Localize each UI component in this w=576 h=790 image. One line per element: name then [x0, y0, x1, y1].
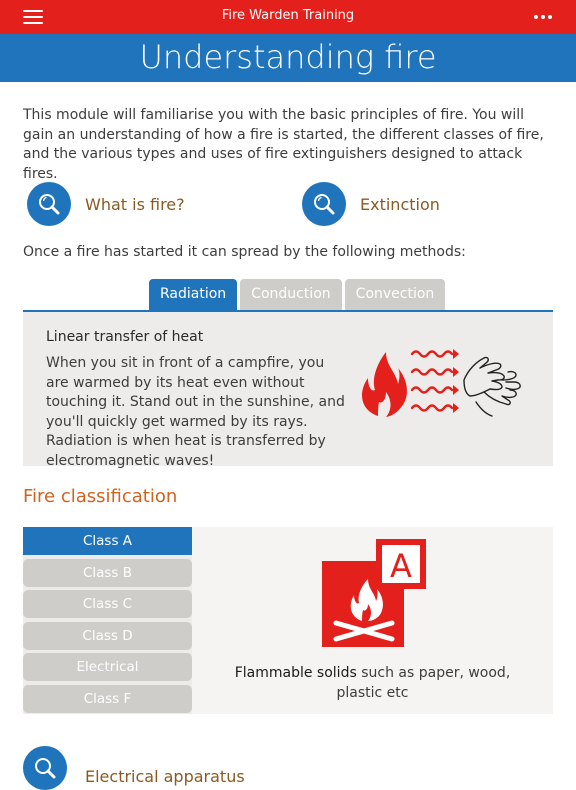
- intro-text: This module will familiarise you with the basic principles of fire. You will gain an understanding of how a fire is started, the different classes of fire, and the various types and uses of fire extinguishers designed to attack fires.: [23, 107, 544, 182]
- panel-text: When you sit in front of a campfire, you are warmed by its heat even without touching it. Stand out in the sunshine, and you'll quickly get warmed by its rays. Radiation is when heat is transferred by electromagnetic waves!: [46, 355, 345, 469]
- page-title: Understanding fire: [0, 34, 576, 82]
- class-description-rest: such as paper, wood, plastic etc: [336, 665, 511, 701]
- topic-label: What is fire?: [85, 194, 185, 214]
- tab-radiation[interactable]: Radiation: [149, 279, 237, 310]
- spread-method-tabs: [149, 279, 448, 310]
- class-sign-letter: A: [390, 547, 412, 585]
- more-options-icon[interactable]: [534, 15, 554, 19]
- class-item-d[interactable]: Class D: [23, 622, 192, 650]
- topic-extinction[interactable]: [302, 182, 440, 226]
- radiation-panel: [23, 310, 553, 469]
- fire-class-panel: [23, 527, 553, 714]
- class-item-electrical[interactable]: Electrical: [23, 653, 192, 681]
- class-detail: [192, 527, 553, 714]
- magnifier-icon: [302, 182, 346, 226]
- class-a-fire-sign-icon: [322, 539, 426, 647]
- topic-label: Extinction: [360, 194, 440, 214]
- class-description: [222, 664, 523, 703]
- tab-conduction[interactable]: Conduction: [240, 279, 342, 310]
- app-title: Fire Warden Training: [221, 8, 355, 23]
- panel-title: Linear transfer of heat: [46, 329, 204, 345]
- class-item-a[interactable]: Class A: [23, 527, 192, 555]
- class-item-f[interactable]: Class F: [23, 685, 192, 713]
- tab-convection[interactable]: Convection: [345, 279, 446, 310]
- topic-label: Electrical apparatus: [85, 766, 245, 786]
- magnifier-icon: [23, 746, 67, 790]
- section-title-fire-classification: Fire classification: [23, 486, 178, 507]
- topic-what-is-fire[interactable]: [27, 182, 185, 226]
- app-bar: [0, 0, 576, 34]
- magnifier-icon: [27, 182, 71, 226]
- class-description-bold: Flammable solids: [234, 665, 357, 681]
- spread-methods-text: Once a fire has started it can spread by the following methods:: [23, 244, 466, 260]
- fire-class-list: [23, 527, 192, 716]
- radiation-illustration-icon: [356, 340, 531, 420]
- class-item-b[interactable]: Class B: [23, 559, 192, 587]
- class-item-c[interactable]: Class C: [23, 590, 192, 618]
- topic-electrical-apparatus[interactable]: [23, 746, 245, 790]
